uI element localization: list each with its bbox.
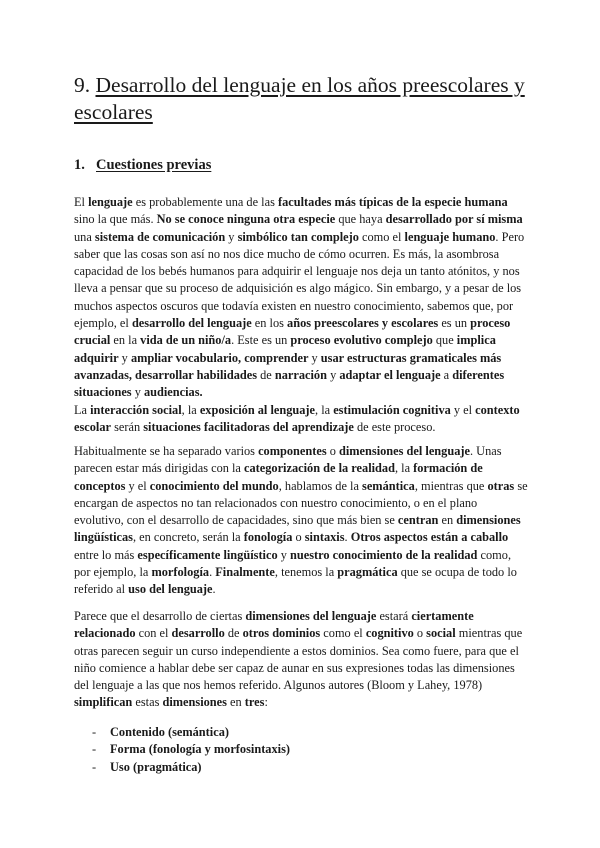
bold-text: narración [274, 367, 327, 382]
paragraph [74, 194, 528, 436]
paragraph [74, 608, 528, 712]
text-run: : [264, 695, 268, 710]
text-run: , mientras que [414, 478, 488, 493]
bold-text: contexto escolar [74, 402, 520, 434]
text-run: . Este es un [231, 333, 291, 348]
bold-text: desarrollo [171, 626, 225, 641]
bold-text: sistema de comunicación [94, 229, 226, 244]
text-run: mientras que otras parecen seguir un curso independiente a estos dominios. Sea como fuere, para que el niño comience a hablar debe ser capaz de aunar en sus expresiones todas las dimensiones del lenguaje a las que nos hemos referido. Algunos autores (Bloom y Lahey, 1978) [74, 626, 523, 693]
text-run: de este proceso. [353, 419, 436, 434]
list-bullet: - [92, 725, 97, 739]
bold-text: situaciones facilitadoras del aprendizaje [143, 419, 354, 434]
text-run: que haya [335, 212, 386, 227]
text-run: , la [181, 402, 200, 417]
text-run: es probablemente una de las [132, 195, 278, 209]
bold-text: interacción social [90, 402, 182, 417]
bold-text: proceso evolutivo complejo [290, 333, 433, 348]
list-bullet: - [92, 742, 97, 757]
text-run: . Pero saber que las cosas son así no nos dice mucho de cómo ocurren. Es más, la asombrosa capacidad de los bebés humanos para adquirir el lenguaje nos deja un tanto atónitos, y nos lleva a pensar que su proceso de adquisición es algo mágico. Sin embargo, y a pesar de los muchos aspectos oscuros que todavía existen en nuestro conocimiento, sabemos que, por ejemplo, el [74, 229, 525, 331]
text-run: . [209, 565, 216, 580]
text-run: El [74, 195, 89, 209]
text-run: y [308, 350, 321, 365]
bold-text: . [199, 385, 203, 400]
text-run: de [257, 367, 275, 382]
text-run: es un [438, 316, 471, 331]
text-run: como el [320, 626, 366, 641]
text-run: y [118, 350, 131, 365]
text-run: , la [394, 461, 414, 476]
bold-text: dimensiones del lenguaje [338, 444, 470, 458]
bold-text: usar estructuras gramaticales más avanzadas, desarrollar habilidades [74, 350, 502, 382]
text-run: en [226, 695, 245, 710]
text-run: . [344, 530, 351, 545]
bold-text: dimensiones del lenguaje [245, 609, 377, 623]
bold-text: conocimiento del mundo [149, 478, 279, 493]
chapter-title [74, 72, 534, 126]
text-run: una [74, 229, 95, 244]
text-run: y [277, 547, 290, 562]
text-run: Parece que el desarrollo de ciertas [74, 609, 246, 623]
text-run: , en concreto, serán la [133, 530, 244, 545]
bold-text: formación de conceptos [74, 461, 483, 493]
bold-text: vida de un niño/a [140, 333, 232, 348]
bold-text: años preescolares y escolares [287, 316, 439, 331]
chapter-title-text: Desarrollo del lenguaje en los años preescolares y escolares [74, 73, 525, 124]
text-run: que [432, 333, 457, 348]
list-item-text: Forma (fonología y morfosintaxis) [110, 742, 290, 757]
bold-text: simplifican [74, 695, 133, 710]
bold-text: tres [244, 695, 265, 710]
bold-text: ampliar vocabulario, comprender [130, 350, 309, 365]
bold-text: componentes [258, 444, 327, 458]
text-run: se encargan de aspectos no tan relacionados con nuestro conocimiento, o en el plano evolutivo, con el desarrollo de capacidades, sino que más bien se [74, 478, 528, 528]
chapter-number: 9. [74, 73, 91, 97]
bold-text: diferentes situaciones [74, 367, 505, 400]
bold-text: adaptar el lenguaje [339, 367, 441, 382]
bold-text: No se conoce ninguna otra especie [156, 212, 336, 227]
bold-text: ciertamente relacionado [74, 609, 474, 641]
bold-text: simbólico tan complejo [237, 229, 359, 244]
bold-text: desarrollado por sí misma [385, 212, 523, 227]
dimensions-list [92, 724, 290, 776]
bold-text: facultades más típicas de la especie humana [277, 195, 508, 209]
text-run: en los [251, 316, 288, 331]
bold-text: desarrollo del lenguaje [131, 316, 252, 331]
text-run: . [212, 582, 216, 597]
list-item [92, 741, 290, 758]
text-run: serán [111, 419, 144, 434]
text-run: estas [132, 695, 163, 710]
text-run: , hablamos de la [278, 478, 363, 493]
text-run: que se ocupa de todo lo referido al [74, 565, 517, 597]
text-run: o [292, 530, 305, 545]
text-run: . Unas parecen estar más dirigidas con la [74, 444, 502, 476]
text-run: o [326, 444, 339, 458]
section-number: 1. [74, 157, 85, 173]
text-run: , la [315, 402, 334, 417]
list-item-text: Uso (pragmática) [110, 759, 202, 774]
bold-text: cognitivo [365, 626, 414, 641]
bold-text: nuestro conocimiento de la realidad [289, 547, 478, 562]
section-title-text: Cuestiones previas [96, 157, 212, 173]
text-run: como el [358, 229, 405, 244]
bold-text: implica adquirir [74, 333, 496, 365]
text-run: y [225, 229, 238, 244]
text-run: como, por ejemplo, la [74, 547, 512, 580]
bold-text: centran [397, 513, 439, 528]
list-item [92, 759, 290, 776]
bold-text: categorización de la realidad [244, 461, 395, 476]
bold-text: Finalmente [215, 565, 275, 580]
text-run: de [224, 626, 243, 641]
bold-text: social [426, 626, 456, 641]
text-run: entre lo más [74, 547, 138, 562]
list-bullet: - [92, 759, 97, 774]
bold-text: exposición al lenguaje [199, 402, 316, 417]
text-run: en [438, 513, 457, 528]
text-run: La [74, 402, 91, 417]
text-run: a [440, 367, 453, 382]
bold-text: lenguaje [88, 195, 133, 209]
text-run: sino la que más. [74, 212, 157, 227]
bold-text: Otros aspectos están a caballo [350, 530, 509, 545]
text-run: con el [135, 626, 172, 641]
text-run: y [326, 367, 340, 382]
text-run: y [131, 385, 144, 400]
bold-text: otras [487, 478, 515, 493]
bold-text: dimensiones lingüísticas [74, 513, 521, 545]
text-run: y el [450, 402, 476, 417]
bold-text: uso del lenguaje [128, 582, 213, 597]
text-run: estará [376, 609, 412, 623]
bold-text: fonología [243, 530, 293, 545]
bold-text: otros dominios [242, 626, 321, 641]
bold-text: pragmática [337, 565, 398, 580]
text-run: en la [110, 333, 141, 348]
bold-text: sintaxis [304, 530, 345, 545]
bold-text: proceso crucial [74, 316, 511, 348]
bold-text: semántica [362, 478, 415, 493]
text-run: Habitualmente se ha separado varios [74, 444, 259, 458]
bold-text: lenguaje humano [404, 229, 496, 244]
bold-text: morfología [151, 565, 210, 580]
bold-text: específicamente lingüístico [137, 547, 278, 562]
bold-text: estimulación cognitiva [333, 402, 451, 417]
bold-text: dimensiones [162, 695, 227, 710]
list-item-text: Contenido (semántica) [110, 725, 229, 739]
section-heading [74, 157, 211, 174]
text-run: o [413, 626, 427, 641]
bold-text: audiencias [143, 385, 200, 400]
paragraph [74, 443, 528, 599]
list-item [92, 724, 290, 741]
text-run: y el [125, 478, 150, 493]
text-run: , tenemos la [274, 565, 338, 580]
